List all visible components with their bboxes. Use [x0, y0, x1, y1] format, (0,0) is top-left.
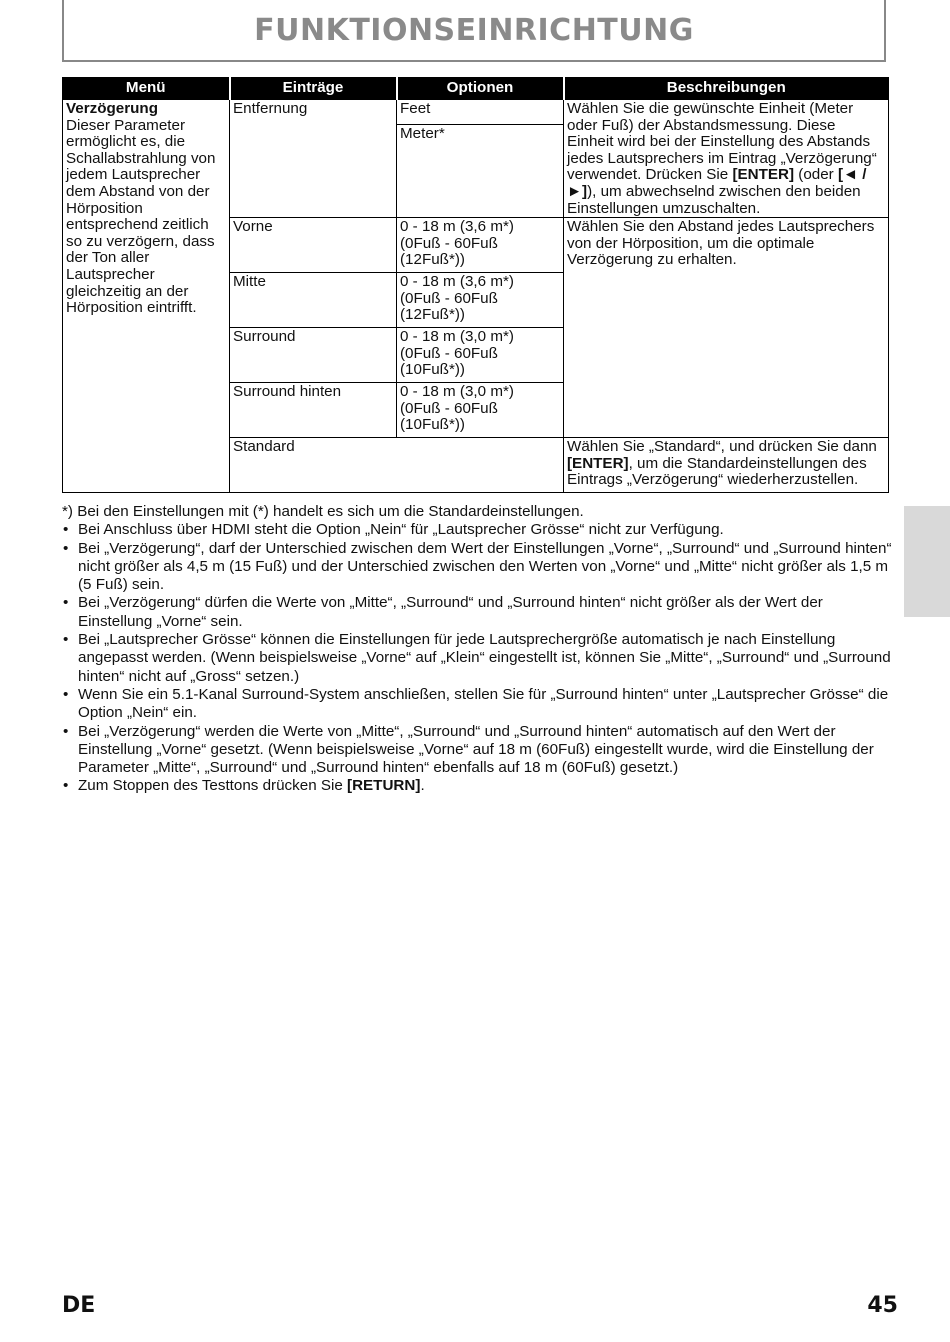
- settings-table: [62, 77, 889, 493]
- header-entries: Einträge: [230, 78, 397, 100]
- list-item: • Bei „Verzögerung“ werden die Werte von „Mitte“, „Surround“ und „Surround hinten“ automatisch auf den Wert der Einstellung „Vorne“ gesetzt. (Wenn beispielsweise „Vorne“ auf 18 m (60Fuß) eingestellt wurde, wird die Einstellung der Parameter „Mitte“, „Surround“ und „Surround hinten“ ebenfalls auf 18 m (60Fuß) gesetzt.): [62, 723, 892, 778]
- description-entfernung: Wählen Sie die gewünschte Einheit (Meter oder Fuß) der Abstandsmessung. Diese Einheit wird bei der Einstellung des Abstands jedes Lautsprechers im Eintrag „Verzögerung“ verwendet. Drücken Sie [ENTER] (oder [◄ / ►]), um abwechselnd zwischen den beiden Einstellungen umzuschalten.: [564, 100, 889, 218]
- notes-list: [62, 521, 892, 795]
- list-item: • Zum Stoppen des Testtons drücken Sie [RETURN].: [62, 777, 892, 795]
- description-speakers: Wählen Sie den Abstand jedes Lautsprechers von der Hörposition, um die optimale Verzögerung zu erhalten.: [564, 218, 889, 438]
- entry-entfernung: Entfernung: [230, 100, 397, 218]
- entry-vorne: Vorne: [230, 218, 397, 273]
- list-item: • Bei Anschluss über HDMI steht die Option „Nein“ für „Lautsprecher Grösse“ nicht zur Verfügung.: [62, 521, 892, 539]
- entry-standard: Standard: [230, 438, 564, 493]
- list-item: • Bei „Lautsprecher Grösse“ können die Einstellungen für jede Lautsprechergröße automatisch je nach Einstellung angepasst werden. (Wenn beispielsweise „Vorne“ auf „Klein“ eingestellt ist, können Sie „Mitte“, „Surround“ und „Surround hinten“ nicht auf „Gross“ setzen.): [62, 631, 892, 686]
- notes-section: [62, 503, 892, 796]
- table-header-row: [63, 78, 889, 100]
- option-surround-hinten: 0 - 18 m (3,0 m*) (0Fuß - 60Fuß (10Fuß*)): [397, 383, 564, 438]
- option-surround: 0 - 18 m (3,0 m*) (0Fuß - 60Fuß (10Fuß*)): [397, 328, 564, 383]
- entry-surround: Surround: [230, 328, 397, 383]
- page-number: 45: [867, 1293, 898, 1318]
- option-feet: Feet: [397, 100, 564, 125]
- entry-mitte: Mitte: [230, 273, 397, 328]
- menu-cell: [63, 100, 230, 493]
- option-mitte: 0 - 18 m (3,6 m*) (0Fuß - 60Fuß (12Fuß*)): [397, 273, 564, 328]
- table-row: [63, 100, 889, 125]
- language-label: DE: [62, 1293, 96, 1318]
- page-title: FUNKTIONSEINRICHTUNG: [254, 12, 694, 48]
- header-options: Optionen: [397, 78, 564, 100]
- default-settings-note: *) Bei den Einstellungen mit (*) handelt es sich um die Standardeinstellungen.: [62, 503, 584, 520]
- description-standard: Wählen Sie „Standard“, und drücken Sie dann [ENTER], um die Standardeinstellungen des Eintrags „Verzögerung“ wiederherzustellen.: [564, 438, 889, 493]
- section-side-tab: [904, 506, 950, 617]
- option-vorne: 0 - 18 m (3,6 m*) (0Fuß - 60Fuß (12Fuß*)): [397, 218, 564, 273]
- entry-surround-hinten: Surround hinten: [230, 383, 397, 438]
- menu-description: Dieser Parameter ermöglicht es, die Schallabstrahlung von jedem Lautsprecher dem Abstand von der Hörposition entsprechend zeitlich so zu verzögern, dass der Ton aller Lautsprecher gleichzeitig an der Hörposition eintrifft.: [66, 116, 216, 317]
- page-title-box: [62, 0, 886, 62]
- header-menu: Menü: [63, 78, 230, 100]
- list-item: • Bei „Verzögerung“, darf der Unterschied zwischen dem Wert der Einstellungen „Vorne“, „Surround“ und „Surround hinten“ nicht größer als 4,5 m (15 Fuß) und der Unterschied zwischen den Werten von „Vorne“ und „Mitte“ nicht größer als 1,5 m (5 Fuß) sein.: [62, 540, 892, 595]
- option-meter: Meter*: [397, 124, 564, 218]
- header-descriptions: Beschreibungen: [564, 78, 889, 100]
- menu-title: Verzögerung: [66, 100, 158, 117]
- list-item: • Wenn Sie ein 5.1-Kanal Surround-System anschließen, stellen Sie für „Surround hinten“ unter „Lautsprecher Grösse“ die Option „Nein“ ein.: [62, 686, 892, 723]
- list-item: • Bei „Verzögerung“ dürfen die Werte von „Mitte“, „Surround“ und „Surround hinten“ nicht größer als der Wert der Einstellung „Vorne“ sein.: [62, 594, 892, 631]
